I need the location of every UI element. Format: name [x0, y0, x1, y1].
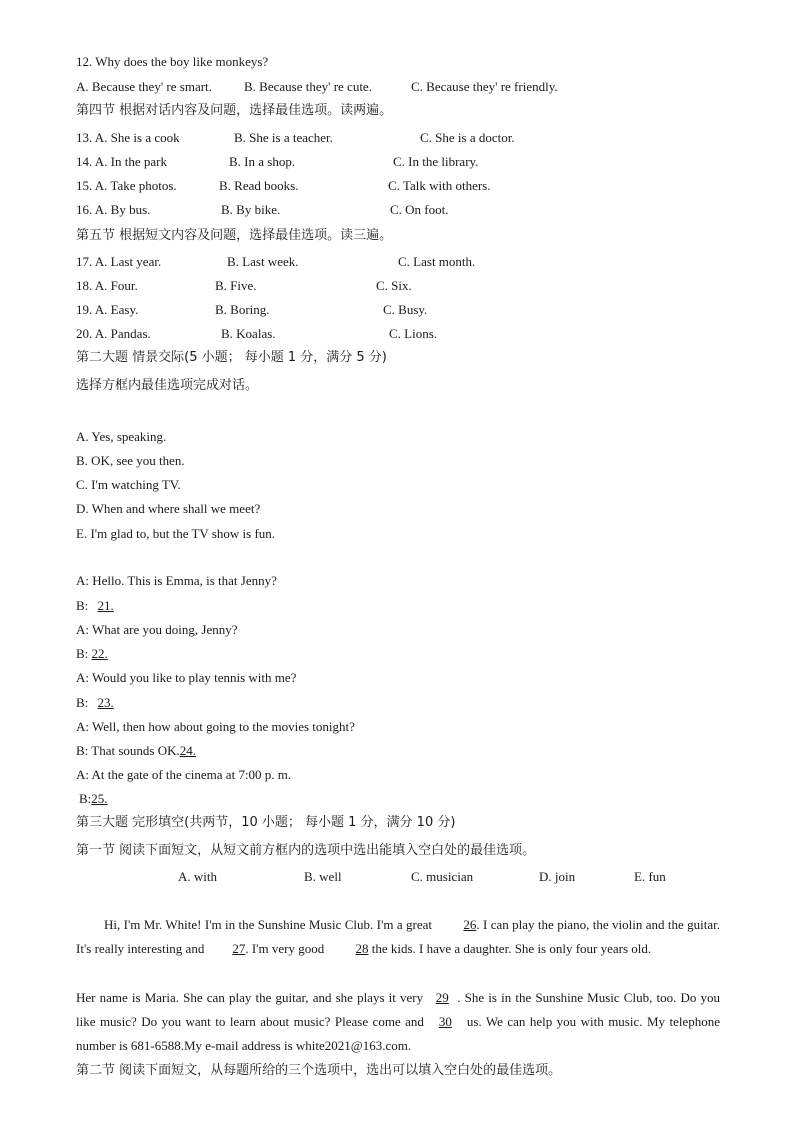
blank-21: 21.	[97, 598, 114, 613]
question-13-option-c: C. She is a doctor.	[420, 130, 515, 145]
dialog-line-7: A: Well, then how about going to the movies tonight?	[76, 719, 355, 734]
question-15-option-b: B. Read books.	[219, 178, 299, 193]
blank-23: 23.	[97, 695, 114, 710]
choice-e: E. I'm glad to, but the TV show is fun.	[76, 526, 276, 541]
dialog-speaker: B:	[76, 598, 92, 613]
section-4-title: 第四节 根据对话内容及问题，选择最佳选项。读两遍。	[76, 103, 393, 118]
question-15-option-c: C. Talk with others.	[388, 178, 491, 193]
passage-text: . I can play the piano, the violin and the guitar. It's really interesting and	[76, 917, 720, 956]
question-18-option-a: 18. A. Four.	[76, 278, 138, 293]
question-13-option-b: B. She is a teacher.	[234, 130, 333, 145]
dialog-line-10	[79, 791, 108, 807]
question-12-stem: 12. Why does the boy like monkeys?	[76, 54, 269, 69]
dialog-speaker: B: That sounds OK.	[76, 743, 180, 758]
choice-a: A. Yes, speaking.	[76, 429, 167, 444]
word-option-c: C. musician	[411, 869, 474, 884]
blank-27: 27	[232, 941, 246, 956]
blank-29: 29	[435, 990, 449, 1005]
question-16-option-b: B. By bike.	[221, 202, 281, 217]
blank-30: 30	[438, 1014, 452, 1029]
passage-paragraph-1	[76, 913, 720, 961]
passage-paragraph-2	[76, 986, 720, 1058]
dialog-line-5: A: Would you like to play tennis with me?	[76, 670, 297, 685]
question-14-option-b: B. In a shop.	[229, 154, 296, 169]
choice-b: B. OK, see you then.	[76, 453, 185, 468]
word-option-a: A. with	[178, 869, 217, 884]
question-19-option-b: B. Boring.	[215, 302, 270, 317]
blank-26: 26	[463, 917, 477, 932]
dialog-line-6	[76, 695, 114, 711]
part-2-title: 第二大题 情景交际(5 小题； 每小题 1 分，满分 5 分)	[76, 350, 387, 365]
question-16-option-c: C. On foot.	[390, 202, 449, 217]
dialog-line-4	[76, 646, 108, 662]
question-12-option-c: C. Because they' re friendly.	[411, 79, 558, 94]
question-14-option-a: 14. A. In the park	[76, 154, 167, 169]
question-18-option-b: B. Five.	[215, 278, 257, 293]
part-2-instruction: 选择方框内最佳选项完成对话。	[76, 378, 259, 393]
question-17-option-c: C. Last month.	[398, 254, 476, 269]
question-20-option-c: C. Lions.	[389, 326, 438, 341]
question-19-option-a: 19. A. Easy.	[76, 302, 139, 317]
blank-24: 24.	[179, 743, 197, 758]
question-16-option-a: 16. A. By bus.	[76, 202, 151, 217]
passage-text: the kids. I have a daughter. She is only four years old.	[368, 941, 652, 956]
blank-25: 25.	[91, 791, 108, 806]
word-option-e: E. fun	[634, 869, 666, 884]
dialog-speaker: B:	[76, 695, 92, 710]
word-option-d: D. join	[539, 869, 576, 884]
dialog-speaker: B:	[79, 791, 92, 806]
question-19-option-c: C. Busy.	[383, 302, 428, 317]
question-12-option-b: B. Because they' re cute.	[244, 79, 372, 94]
dialog-speaker: B:	[76, 646, 92, 661]
passage-text: Her name is Maria. She can play the guitar, and she plays it very	[76, 990, 428, 1005]
question-20-option-a: 20. A. Pandas.	[76, 326, 151, 341]
dialog-line-2	[76, 598, 114, 614]
dialog-line-1: A: Hello. This is Emma, is that Jenny?	[76, 573, 277, 588]
dialog-line-8	[76, 743, 196, 759]
part-3-section-1-title: 第一节 阅读下面短文，从短文前方框内的选项中选出能填入空白处的最佳选项。	[76, 843, 536, 858]
question-14-option-c: C. In the library.	[393, 154, 479, 169]
question-13-option-a: 13. A. She is a cook	[76, 130, 180, 145]
passage-text: . She is in the Sunshine Music Club, too. Do you like music? Do you want to learn about music? Please come and	[76, 990, 720, 1029]
dialog-line-3: A: What are you doing, Jenny?	[76, 622, 238, 637]
question-17-option-b: B. Last week.	[227, 254, 299, 269]
blank-22: 22.	[91, 646, 108, 661]
question-15-option-a: 15. A. Take photos.	[76, 178, 177, 193]
choice-d: D. When and where shall we meet?	[76, 501, 261, 516]
blank-28: 28	[355, 941, 369, 956]
question-17-option-a: 17. A. Last year.	[76, 254, 162, 269]
passage-text: . I'm very good	[245, 941, 328, 956]
choice-c: C. I'm watching TV.	[76, 477, 181, 492]
word-option-b: B. well	[304, 869, 342, 884]
question-20-option-b: B. Koalas.	[221, 326, 276, 341]
dialog-line-9: A: At the gate of the cinema at 7:00 p. m.	[76, 767, 292, 782]
passage-text: us. We can help you with music. My telephone number is 681-6588.My e-mail address is white2021@163.com.	[76, 1014, 720, 1053]
passage-text: Hi, I'm Mr. White! I'm in the Sunshine Music Club. I'm a great	[104, 917, 436, 932]
part-3-section-2-title: 第二节 阅读下面短文，从每题所给的三个选项中，选出可以填入空白处的最佳选项。	[76, 1063, 562, 1078]
part-3-title: 第三大题 完形填空(共两节，10 小题； 每小题 1 分，满分 10 分)	[76, 815, 456, 830]
question-18-option-c: C. Six.	[376, 278, 412, 293]
question-12-option-a: A. Because they' re smart.	[76, 79, 212, 94]
section-5-title: 第五节 根据短文内容及问题，选择最佳选项。读三遍。	[76, 228, 393, 243]
